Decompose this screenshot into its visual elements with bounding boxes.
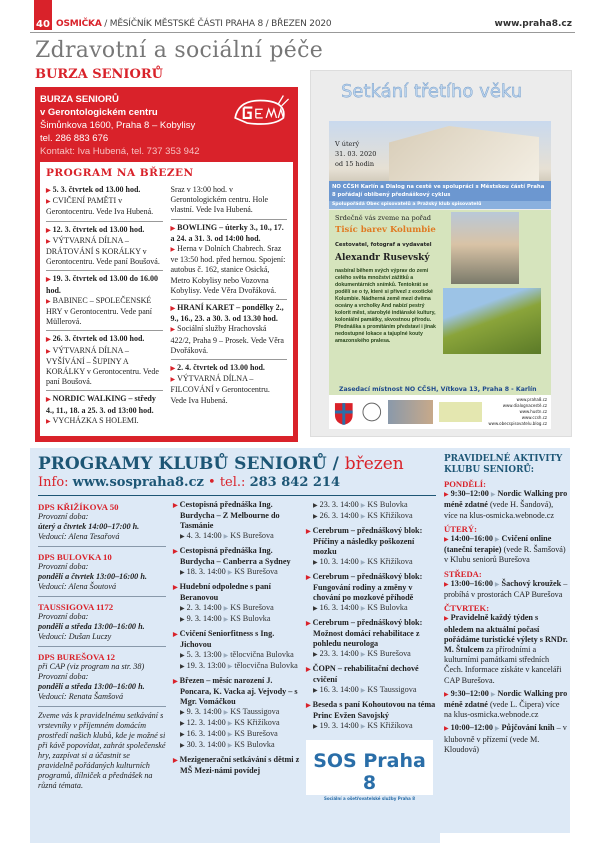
activity-details: (vede H. Šandová), více na klus-osmicka.webnode.cz [444, 500, 555, 520]
session-date: 19. 3. 14:00 [319, 721, 359, 730]
program-item-date-text: 12. 3. čtvrtek od 13.00 hod. [52, 224, 145, 234]
club-note: při CAP (viz program na str. 38) [38, 662, 145, 671]
event-title [173, 582, 301, 603]
event-item [306, 572, 436, 614]
poster-link[interactable]: www.dialognacestě.cz [502, 403, 548, 408]
club-hours-label: Provozní doba: [38, 612, 89, 621]
session-date: 4. 3. 14:00 [186, 531, 222, 540]
club-leader: Vedoucí: Dušan Luczy [38, 632, 112, 641]
club-name: DPS BUREŠOVA 12 [38, 652, 116, 662]
regular-title: PRAVIDELNÉ AKTIVITY KLUBU SENIORŮ: [444, 454, 563, 475]
bullet-icon: ▶ [180, 743, 185, 749]
event-title-text: Hudební odpoledne s paní Beranovou [179, 582, 271, 602]
session-date: 2. 3. 14:00 [186, 603, 222, 612]
club-entry [38, 600, 166, 647]
bullet-icon: ▶ [46, 227, 51, 234]
poster-link[interactable]: www.praha8.cz [516, 397, 548, 402]
club-hours: pondělí a středa 13:00–16:00 h. [38, 682, 145, 691]
session-place: tělocvična Bulovka [234, 661, 298, 670]
bullet-icon: ▶ [170, 366, 176, 373]
bullet-icon: ▶ [313, 514, 318, 520]
activity-title: Pravidelně každý týden s ohledem na aktuální počasí pořádáme turistické výlety s RNDr. M. Štulcem [444, 613, 568, 655]
separator-icon: ▶ [223, 710, 229, 716]
poster-coorganizers: Spolupořádá Obec spisovatelů a Pražský klub spisovatelů [329, 201, 551, 209]
events-column-1 [173, 500, 301, 780]
poster-venue: Zasedací místnost NO CČSH, Vítkova 13, Praha 8 - Karlín [339, 386, 537, 393]
session-place: KS Burešova [230, 603, 274, 612]
event-item [306, 700, 436, 732]
bullet-icon: ▶ [173, 758, 178, 764]
activity-details: – v klubovně v přízemí (vede M. Kloudová) [444, 723, 567, 754]
programs-section [30, 448, 440, 843]
day-heading: STŘEDA: [444, 568, 482, 579]
event-title [306, 526, 436, 557]
session-place: KS Burešova [230, 531, 274, 540]
burza-address: Šimůnkova 1600, Praha 8 – Kobylisy [40, 120, 196, 131]
separator-icon: ▶ [223, 653, 229, 659]
bullet-icon: ▶ [180, 606, 185, 612]
session-date: 23. 3. 14:00 [319, 649, 359, 658]
bullet-icon: ▶ [46, 199, 51, 206]
event-item [173, 546, 301, 578]
separator-icon: ▶ [360, 688, 366, 694]
bullet-icon: ▶ [46, 277, 51, 284]
activity-time: 9:30–12:00 [450, 489, 489, 499]
event-title [306, 700, 436, 721]
session-place: KS Taussigova [367, 685, 417, 694]
clubs-intro: Zveme vás k pravidelnému setkávání s vrstevníky v příjemném domácím prostředí našich klubů, kde je možné si při kávě popovídat, zahrát společenské hry, zazpívat si a účastnit se pravidelně pořádaných kulturních programů, dílniček a přednášek na různá témata. [38, 711, 166, 790]
bullet-icon: ▶ [170, 225, 176, 232]
program-title: PROGRAM NA BŘEZEN [46, 167, 194, 179]
event-session [306, 511, 436, 522]
club-hours: úterý a čtvrtek 14:00–17:00 h. [38, 522, 140, 531]
event-title-text: Cerebrum – přednáškový blok: Příčiny a následky poškození mozku [312, 526, 423, 556]
program-item-date [171, 223, 288, 244]
bullet-icon: ▶ [313, 560, 318, 566]
separator-icon: ▶ [223, 606, 229, 612]
bullet-icon: ▶ [306, 667, 311, 673]
session-place: KS Burešova [234, 567, 278, 576]
session-place: KS Burešova [234, 729, 278, 738]
separator-icon: ▶ [227, 732, 233, 738]
event-item [306, 526, 436, 568]
bullet-icon: ▶ [313, 606, 318, 612]
event-item [173, 629, 301, 672]
event-title [306, 664, 436, 685]
club-entry [38, 550, 166, 597]
bullet-icon: ▶ [170, 327, 176, 334]
separator-icon: ▶ [227, 743, 233, 749]
activity-item [444, 579, 568, 600]
event-item [306, 618, 436, 660]
program-item-date-text: HRANÍ KARET – pondělky 2., 9., 16., 23. a 30. 3. od 13.30 hod. [170, 303, 284, 324]
bullet-icon: ▶ [46, 418, 51, 425]
sos-praha8-logo: SOS Praha 8 Sociální a ošetřovatelské služby Praha 8 [306, 740, 433, 795]
activity-item [444, 723, 568, 755]
day-heading: ČTVRTEK: [444, 603, 490, 614]
event-title [173, 755, 301, 776]
club-name: DPS BULOVKA 10 [38, 552, 112, 562]
program-item [46, 183, 163, 222]
bullet-icon: ▶ [313, 503, 318, 509]
bullet-icon: ▶ [173, 503, 178, 509]
event-session [173, 567, 301, 578]
activity-time: 10:00–12:00 [450, 723, 493, 733]
session-place: KS Taussigova [230, 707, 280, 716]
separator-icon: ▶ [494, 726, 500, 733]
session-date: 18. 3. 14:00 [186, 567, 226, 576]
event-session [306, 500, 436, 511]
program-item-description: Sociální služby Hrachovská 422/2, Praha 9 – Prosek. Vede Věra Dvořáková. [170, 324, 284, 355]
event-title-text: Cestopisná přednáška Ing. Burdycha – Canberra a Sydney [179, 546, 291, 566]
program-item-date [171, 363, 288, 374]
separator-icon: ▶ [360, 724, 366, 730]
event-title [173, 546, 301, 567]
bullet-icon: ▶ [46, 238, 51, 245]
bullet-icon: ▶ [444, 691, 449, 698]
program-item [46, 332, 163, 391]
poster-role: Cestovatel, fotograf a vydavatel [335, 242, 432, 248]
club-entry [38, 650, 166, 707]
bullet-icon: ▶ [180, 721, 185, 727]
activity-title: Půjčování knih [501, 723, 555, 733]
page-number: 40 [34, 0, 52, 30]
event-session [173, 718, 301, 729]
poster-speaker: Alexandr Rusevský [335, 253, 430, 263]
activity-time: 14:00–16:00 [450, 534, 493, 544]
sos-url[interactable]: www.sospraha8.cz [72, 475, 204, 490]
event-item [173, 755, 301, 776]
activity-title: Šachový kroužek [501, 578, 562, 588]
separator-icon: ▶ [227, 570, 233, 576]
event-title-text: Beseda s paní Kohoutovou na téma Princ Evžen Savojský [312, 700, 436, 720]
event-title [173, 676, 301, 707]
session-date: 5. 3. 13:00 [186, 650, 222, 659]
separator-icon: ▶ [223, 534, 229, 540]
event-title-text: Březen – měsíc narození J. Poncara, K. Vacka aj. Vejvody – s Mgr. Vomáčkou [179, 676, 298, 706]
program-column-left [46, 183, 163, 431]
poster-invite: Srdečně vás zveme na pořad [335, 214, 431, 222]
activity-item [444, 613, 568, 685]
poster-links [488, 397, 547, 427]
burza-contact: Kontakt: Iva Hubená, tel. 737 353 942 [40, 146, 200, 157]
session-place: KS Bulovka [234, 740, 275, 749]
poster-event: Tisíc barev Kolumbie [335, 225, 436, 235]
program-item-description: VÝTVARNÁ DÍLNA – DRÁTOVÁNÍ S KORÁLKY v Gerontocentru. Vede paní Boušová. [46, 235, 160, 267]
bullet-icon: ▶ [306, 621, 311, 627]
session-date: 30. 3. 14:00 [186, 740, 226, 749]
event-session [173, 614, 301, 625]
separator-icon: ▶ [360, 514, 366, 520]
burza-box-subtitle: v Gerontologickém centru [40, 107, 158, 118]
session-date: 19. 3. 13:00 [186, 661, 226, 670]
separator-icon: ▶ [360, 652, 366, 658]
event-session [306, 685, 436, 696]
program-item [171, 183, 288, 220]
poster-date: 31. 03. 2020 [335, 150, 377, 158]
bullet-icon: ▶ [444, 537, 449, 544]
event-poster [310, 70, 572, 437]
session-date: 12. 3. 14:00 [186, 718, 226, 727]
bullet-icon: ▶ [180, 570, 185, 576]
club-hours: pondělí a čtvrtek 13:00–16:00 h. [38, 572, 147, 581]
poster-link[interactable]: www.obecspisovatelu.blog.cz [488, 421, 548, 426]
event-title [173, 500, 301, 531]
program-item-date [46, 334, 163, 345]
program-item [171, 361, 288, 409]
section-title: Zdravotní a sociální péče [35, 38, 324, 63]
bullet-icon: ▶ [173, 585, 178, 591]
program-item-date-text: 19. 3. čtvrtek od 13.00 do 16.00 hod. [46, 274, 158, 295]
poster-link[interactable]: www.ccsh.cz [521, 415, 548, 420]
program-item-date [46, 225, 163, 236]
event-title-text: Cvičení Seniorfitness s Ing. Jichovou [179, 629, 275, 649]
poster-body [329, 210, 551, 429]
program-item [46, 223, 163, 272]
bullet-icon: ▶ [180, 710, 185, 716]
bullet-icon: ▶ [306, 575, 311, 581]
club-hours: pondělí a středa 13:00–16:00 h. [38, 622, 145, 631]
event-session [173, 603, 301, 614]
event-title [306, 618, 436, 649]
bullet-icon: ▶ [444, 581, 449, 588]
bullet-icon: ▶ [306, 529, 311, 535]
event-title-text: Cerebrum – přednáškový blok: Možnost domácí rehabilitace z pohledu neurologa [312, 618, 423, 648]
bullet-icon: ▶ [306, 703, 311, 709]
program-panel [40, 162, 293, 436]
bullet-icon: ▶ [173, 679, 178, 685]
program-item-date [46, 185, 163, 196]
poster-logos [329, 395, 551, 429]
activity-time: 9:30–12:00 [450, 688, 489, 698]
program-item-date-text: 26. 3. čtvrtek od 13.00 hod. [52, 334, 145, 344]
session-date: 9. 3. 14:00 [186, 614, 222, 623]
club-hours-label: Provozní doba: [38, 512, 89, 521]
session-date: 9. 3. 14:00 [186, 707, 222, 716]
bullet-icon: ▶ [313, 724, 318, 730]
program-item-date-text: 2. 4. čtvrtek od 13.00 hod. [177, 363, 265, 373]
session-date: 23. 3. 14:00 [319, 500, 359, 509]
activity-title: Cvičení online (taneční terapie) [444, 534, 552, 555]
events-column-2 [306, 500, 436, 801]
program-item-date-text: 5. 3. čtvrtek od 13.00 hod. [52, 185, 141, 194]
club-hours-label: Provozní doba: [38, 562, 89, 571]
club-leader: Vedoucí: Alena Tesařová [38, 532, 120, 541]
event-title-text: ČOPN – rehabilitační dechové cvičení [312, 664, 419, 684]
club-hours-label: Provozní doba: [38, 672, 89, 681]
programs-month: březen [344, 454, 404, 474]
bullet-icon: ▶ [444, 616, 449, 623]
street-photo [451, 212, 519, 284]
praha8-crest-icon [333, 399, 355, 425]
burza-box-title: BURZA SENIORŮ [40, 94, 119, 105]
event-session [306, 603, 436, 614]
session-date: 16. 3. 14:00 [319, 603, 359, 612]
program-item-description: VÝTVARNÁ DÍLNA – VYŠÍVÁNÍ – ŠUPINY A KORÁLKY v Gerontocentru. Vede paní Boušová. [46, 345, 159, 387]
program-item [171, 221, 288, 300]
ccsh-logo-icon [361, 399, 383, 425]
activity-item [444, 534, 568, 566]
activity-details: (vede R. Šamšová) v Klubu seniorů Burešova [444, 545, 566, 565]
event-session [173, 729, 301, 740]
issue-info: / MĚSÍČNÍK MĚSTSKÉ ČÁSTI PRAHA 8 / BŘEZEN 2020 [101, 19, 332, 29]
event-item [173, 500, 301, 542]
club-leader: Vedoucí: Renata Šamšová [38, 692, 124, 701]
event-session [173, 650, 301, 661]
separator-icon: ▶ [490, 492, 496, 499]
session-place: KS Bulovka [367, 603, 408, 612]
burza-box [35, 87, 298, 442]
magazine-name: OSMIČKA [56, 19, 102, 29]
program-item-description: Herna v Dolních Chabrech. Sraz ve 13:50 hod. před hernou. Spojení: autobus č. 162, stanice Osická, Metro Kobylisy nebo Vozovna Kobylisy. Vede Věra Dvořáková. [170, 244, 286, 295]
event-session [173, 740, 301, 751]
event-session [173, 531, 301, 542]
bullet-icon: ▶ [170, 247, 176, 254]
event-session [173, 707, 301, 718]
poster-time: od 15 hodin [335, 160, 375, 168]
session-place: KS Bulovka [367, 500, 408, 509]
separator-icon: ▶ [490, 691, 496, 698]
poster-title: Setkání třetího věku [341, 81, 523, 102]
bullet-icon: ▶ [180, 617, 185, 623]
event-item [306, 664, 436, 696]
event-item [173, 582, 301, 625]
program-item-date [46, 274, 163, 295]
burza-heading: BURZA SENIORŮ [35, 67, 163, 82]
bullet-icon: ▶ [180, 534, 185, 540]
program-item-description: BABINEC – SPOLEČENSKÉ HRY v Gerontocentru. Vede paní Müllerová. [46, 295, 152, 327]
event-title-text: Mezigenerační setkávání s dětmi z MŠ Mezi-námi povídej [179, 755, 300, 775]
bullet-icon: ▶ [46, 298, 51, 305]
session-place: tělocvična Bulovka [230, 650, 294, 659]
program-item-date [46, 394, 163, 415]
bullet-icon: ▶ [180, 664, 185, 670]
bullet-icon: ▶ [173, 549, 178, 555]
event-session [306, 721, 436, 732]
session-place: KS Křižíkova [367, 557, 413, 566]
bullet-icon: ▶ [173, 632, 178, 638]
program-item-description: CVIČENÍ PAMĚTI v Gerontocentru. Vede Iva Hubená. [46, 196, 154, 217]
bullet-icon: ▶ [313, 652, 318, 658]
poster-description: nasbíral během svých výprav do zemí celého světa množství zážitků a dokumentárních snímků. Tentokrát se podělí se o ty, které si přivezl z exotické Kolumbie. Nádherná země mezi dvěma oceány a vrcholky And nabízí pestrý kolorit měst, starobylé indiánské kultury, koloniální památky, skvostnou přírodu. Přednáška s promítáním představí i jinak nedostupné lokace a tajuplné kouty amazonského pralesa. [335, 268, 436, 344]
program-item [46, 392, 163, 430]
separator-icon: ▶ [360, 503, 366, 509]
clubs-column [38, 500, 166, 791]
bullet-icon: ▶ [46, 337, 51, 344]
event-title [306, 572, 436, 603]
program-item [171, 301, 288, 360]
burza-phone: tel. 286 883 676 [40, 133, 109, 144]
bullet-icon: ▶ [180, 653, 185, 659]
bullet-icon: ▶ [46, 397, 51, 404]
bullet-icon: ▶ [444, 726, 449, 733]
program-item [46, 272, 163, 331]
day-heading: ÚTERÝ: [444, 523, 477, 534]
separator-icon: ▶ [494, 537, 500, 544]
program-item-date-text: NORDIC WALKING – středy 4., 11., 18. a 25. 3. od 13:00 hod. [46, 394, 156, 415]
program-item-date-text: BOWLING – úterky 3., 10., 17. a 24. a 31. 3. od 14:00 hod. [170, 222, 284, 243]
activity-details: – probíhá v prostorách CAP Burešova [444, 578, 568, 600]
event-session [306, 557, 436, 568]
bullet-icon: ▶ [180, 732, 185, 738]
program-item-description: VYCHÁZKA S HOLEMI. [52, 415, 139, 425]
mountain-photo [443, 288, 541, 354]
running-header [56, 19, 331, 29]
book-logo [439, 402, 482, 422]
activity-details: za přírodními a kulturními památkami středních Čech. Informace získáte v kanceláři CAP Burešova. [444, 645, 562, 685]
event-title-text: Cerebrum – přednáškový blok: Fungování rodiny a změny v chování po mozkové příhodě [312, 572, 423, 602]
event-item [173, 676, 301, 751]
gema-logo [230, 92, 292, 130]
event-session [173, 661, 301, 672]
website-link[interactable]: www.praha8.cz [494, 19, 572, 29]
event-session [306, 649, 436, 660]
separator-icon: ▶ [360, 606, 366, 612]
activity-title: Nordic Walking pro méně zdatné [444, 688, 568, 710]
bullet-icon: ▶ [313, 688, 318, 694]
club-entry [38, 500, 166, 547]
session-place: KS Bulovka [230, 614, 271, 623]
separator-icon: ▶ [494, 581, 500, 588]
regular-activities [440, 448, 570, 833]
program-item-date [171, 303, 288, 324]
separator-icon: ▶ [227, 664, 233, 670]
poster-link[interactable]: www.hustn.cz [519, 409, 548, 414]
activity-details: (vede L. Čipera) více na klus-osmicka.webnode.cz [444, 700, 560, 720]
header-divider [30, 32, 575, 33]
session-date: 16. 3. 14:00 [186, 729, 226, 738]
day-heading: PONDĚLÍ: [444, 479, 487, 489]
bullet-icon: ▶ [170, 377, 176, 384]
session-place: KS Křižíkova [367, 511, 413, 520]
event-title [173, 629, 301, 650]
separator-icon: ▶ [360, 560, 366, 566]
session-place: KS Burešova [367, 649, 411, 658]
club-name: TAUSSIGOVA 1172 [38, 602, 114, 612]
separator-icon: ▶ [227, 721, 233, 727]
bullet-icon: ▶ [444, 492, 449, 499]
program-item-description: Sraz v 13:00 hod. v Gerontologickém centru. Hole vlastní. Vede Iva Hubená. [170, 185, 269, 215]
poster-organizers: NO CČSH Karlín a Dialog na cestě ve spolupráci s Městskou částí Praha 8 pořádají oblíbený přednáškový cyklus [329, 181, 551, 201]
bullet-icon: ▶ [46, 348, 51, 355]
programs-divider [38, 495, 436, 496]
fresco-image [388, 400, 433, 424]
event-title-text: Cestopisná přednáška Ing. Burdycha – Z Melbourne do Tasmánie [179, 500, 280, 530]
programs-title: PROGRAMY KLUBŮ SENIORŮ / březen [38, 454, 404, 474]
event-item [306, 500, 436, 522]
program-column-right [171, 183, 288, 431]
club-leader: Vedoucí: Alena Šoutová [38, 582, 117, 591]
session-place: KS Křižíkova [234, 718, 280, 727]
session-place: KS Křižíkova [367, 721, 413, 730]
bullet-icon: ▶ [46, 188, 51, 194]
separator-icon: ▶ [223, 617, 229, 623]
activity-item [444, 689, 568, 721]
activity-time: 13:00–16:00 [450, 578, 493, 588]
programs-info: Info: www.sospraha8.cz • tel.: 283 842 214 [38, 475, 341, 490]
club-name: DPS KŘIŽÍKOVA 50 [38, 502, 119, 512]
session-date: 26. 3. 14:00 [319, 511, 359, 520]
bullet-icon: ▶ [170, 306, 176, 313]
program-item-description: VÝTVARNÁ DÍLNA – FILCOVÁNÍ v Gerontocentru. Vede Iva Hubená. [170, 374, 270, 405]
activity-item [444, 489, 568, 521]
activity-title: Nordic Walking pro méně zdatné [444, 489, 568, 510]
sos-phone: 283 842 214 [249, 475, 341, 490]
poster-day: V úterý [335, 140, 360, 148]
session-date: 16. 3. 14:00 [319, 685, 359, 694]
session-date: 10. 3. 14:00 [319, 557, 359, 566]
